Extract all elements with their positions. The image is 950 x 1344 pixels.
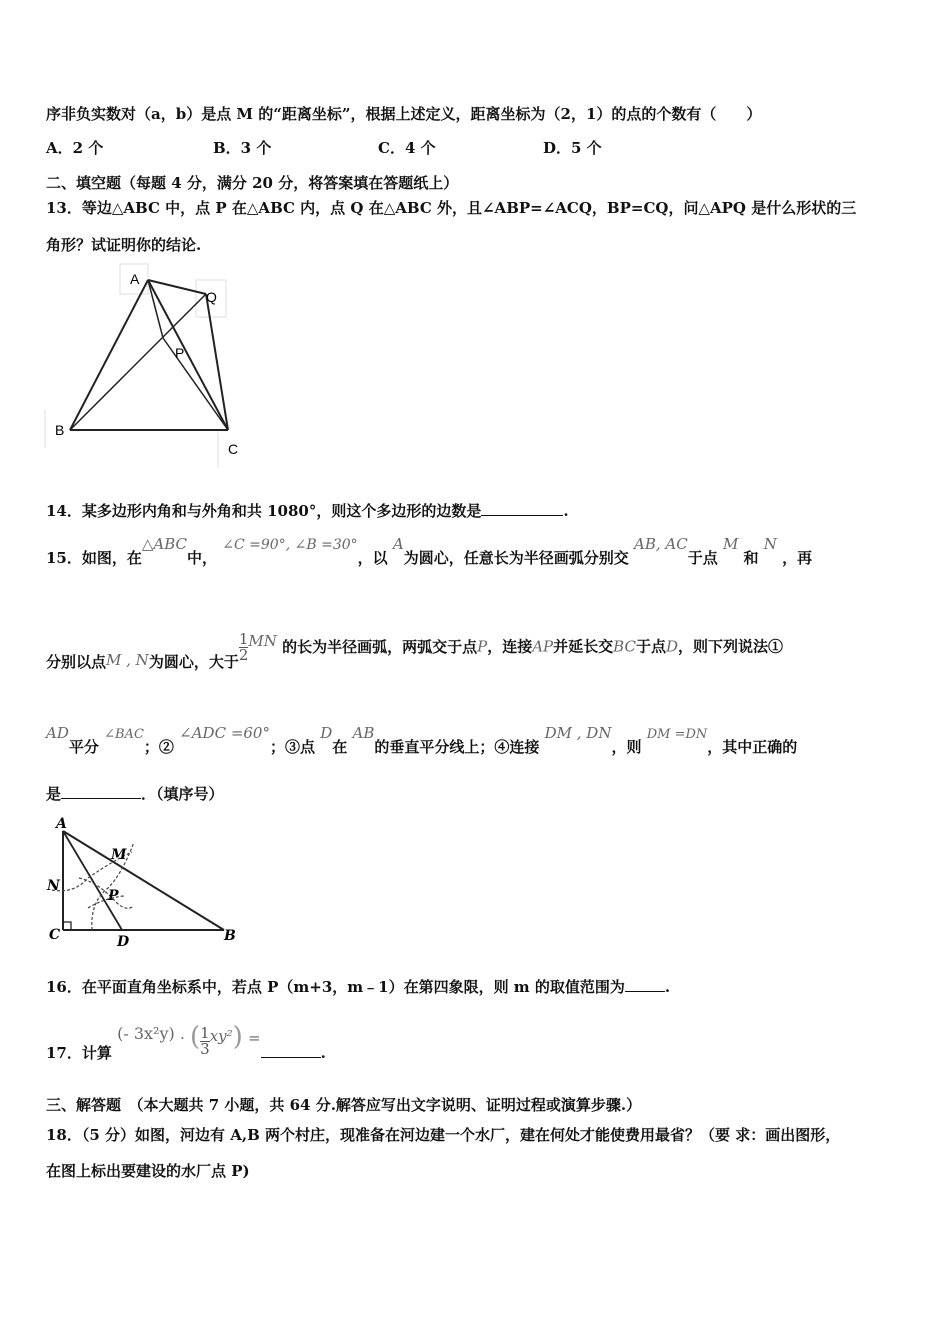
q12-option-a: A．2 个	[46, 139, 104, 157]
label-q: Q	[206, 289, 217, 305]
q17: 17．计算 (- 3x²y) · ( $\frac{1}{3}$ xy²) =.	[46, 1022, 326, 1062]
q15-line2: 分别以点M , N为圆心，大于 $\frac{1}{2}$ MN 的长为半径画弧，两弧交于点P，连接AP并延长交BC于点D，则下列说法①	[46, 630, 784, 671]
q15-right-angle-mark	[63, 922, 71, 930]
q14: 14．某多边形内角和与外角和共 1080°，则这个多边形的边数是 .	[46, 502, 569, 520]
edge-pc	[163, 338, 228, 430]
q17-fraction: $\frac{1}{3}$	[200, 1023, 210, 1058]
q15-line3: AD平分 ∠BAC；② ∠ADC =60°；③点 D在 AB的垂直平分线上；④连接 DM , DN，则 DM =DN，其中正确的	[46, 724, 798, 756]
q15-label-p: P	[108, 888, 119, 904]
section3-heading: 三、解答题 （本大题共 7 小题，共 64 分.解答应写出文字说明、证明过程或演算步骤.）	[46, 1096, 642, 1114]
q16-answer-blank[interactable]	[625, 977, 665, 992]
q12-option-d: D．5 个	[543, 139, 602, 157]
q15-label-d: D	[117, 934, 130, 950]
label-c: C	[228, 441, 239, 457]
label-p: P	[175, 345, 185, 361]
edge-ap	[148, 280, 163, 338]
q13-line1: 13．等边△ABC 中，点 P 在△ABC 内，点 Q 在△ABC 外，且∠ABP=∠ACQ，BP=CQ，问△APQ 是什么形状的三	[46, 199, 857, 217]
q16: 16．在平面直角坐标系中，若点 P（m+3，m﹣1）在第四象限，则 m 的取值范围为 .	[46, 978, 671, 996]
q13-figure	[40, 258, 260, 473]
q17-answer-blank[interactable]	[261, 1043, 321, 1058]
label-b: B	[55, 422, 65, 438]
q15-label-a: A	[56, 816, 67, 832]
q15-answer-blank[interactable]	[61, 784, 141, 799]
section2-heading: 二、填空题（每题 4 分，满分 20 分，将答案填在答题纸上）	[46, 174, 459, 192]
q15-edge-ad	[63, 831, 122, 930]
q15-label-c: C	[49, 927, 61, 943]
q14-answer-blank[interactable]	[481, 501, 563, 516]
q18-line1: 18．（5 分）如图，河边有 A,B 两个村庄，现准备在河边建一个水厂，建在何处才能使费用最省？（要 求：画出图形，	[46, 1126, 841, 1144]
label-a: A	[130, 271, 140, 287]
edge-aq	[148, 280, 206, 294]
q12-option-c: C．4 个	[378, 139, 436, 157]
q18-line2: 在图上标出要建设的水厂点 P)	[46, 1162, 250, 1180]
q15-label-m: M	[111, 847, 127, 863]
q15-edge-ab	[63, 831, 224, 930]
q15-line4: 是 ．（填序号）	[46, 785, 224, 803]
q15-fraction: $\frac{1}{2}$	[238, 630, 249, 664]
q15-figure	[44, 812, 244, 952]
edge-bq	[70, 294, 206, 430]
q15-label-b: B	[224, 928, 236, 944]
q15-label-n: N	[47, 878, 60, 894]
q12-stem: 序非负实数对（a，b）是点 M 的“距离坐标”，根据上述定义，距离坐标为（2，1）的点的个数有（ ）	[46, 105, 762, 123]
q13-line2: 角形？试证明你的结论.	[46, 236, 202, 254]
q15-line1: 15．如图，在△ABC中， ∠C =90°, ∠B =30°，以 A为圆心，任意长为半径画弧分别交 AB, AC于点 M 和 N ，再	[46, 535, 813, 567]
q12-option-b: B．3 个	[213, 139, 272, 157]
edge-ab	[70, 280, 148, 430]
